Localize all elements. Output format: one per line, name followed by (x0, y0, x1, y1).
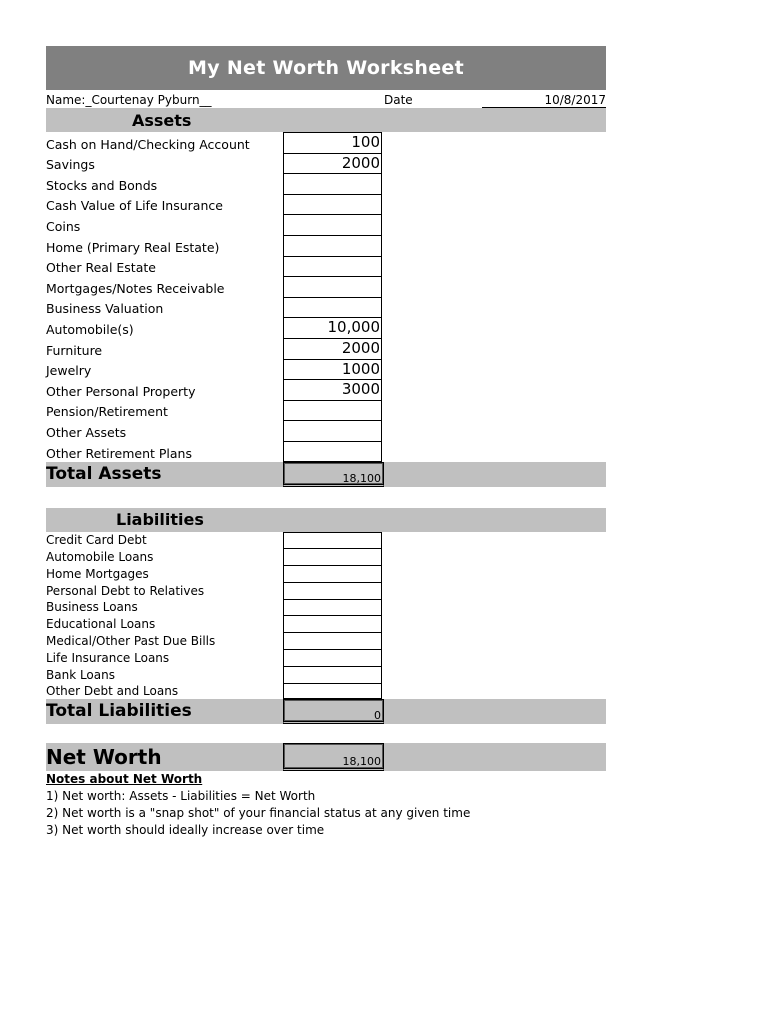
worksheet-title-bar (46, 46, 606, 90)
asset-row (46, 194, 606, 215)
liability-row (46, 599, 606, 616)
asset-label: Coins (46, 218, 81, 234)
asset-rows (46, 132, 606, 462)
liability-row (46, 532, 606, 549)
net-worth-worksheet (46, 46, 606, 839)
name-field[interactable]: Name:_Courtenay Pyburn__ (46, 93, 212, 107)
total-assets-label: Total Assets (46, 463, 162, 484)
asset-row (46, 132, 606, 153)
liability-value-cell[interactable] (283, 565, 382, 582)
asset-row (46, 420, 606, 441)
asset-row (46, 173, 606, 194)
total-liabilities-value: 0 (283, 699, 384, 724)
asset-row (46, 276, 606, 297)
liability-value-cell[interactable] (283, 666, 382, 683)
liability-value-cell[interactable] (283, 615, 382, 632)
asset-label: Cash Value of Life Insurance (46, 198, 223, 214)
liability-label: Automobile Loans (46, 550, 154, 565)
spacer (46, 487, 606, 508)
asset-value-cell[interactable] (283, 214, 382, 235)
assets-heading: Assets (132, 110, 192, 130)
liability-value-cell[interactable] (283, 683, 382, 700)
asset-value-cell[interactable] (283, 400, 382, 421)
asset-value-cell[interactable] (283, 441, 382, 462)
asset-value-cell[interactable]: 3000 (283, 379, 382, 400)
liabilities-heading-bar (46, 508, 606, 532)
asset-value-cell[interactable] (283, 297, 382, 318)
total-liabilities-label: Total Liabilities (46, 701, 192, 722)
asset-label: Mortgages/Notes Receivable (46, 280, 225, 296)
liability-label: Business Loans (46, 600, 138, 615)
assets-heading-bar (46, 108, 606, 132)
worksheet-title: My Net Worth Worksheet (188, 57, 464, 79)
asset-label: Stocks and Bonds (46, 177, 158, 193)
asset-row (46, 214, 606, 235)
liability-row (46, 615, 606, 632)
asset-label: Other Personal Property (46, 383, 196, 399)
liability-row (46, 649, 606, 666)
asset-value-cell[interactable] (283, 420, 382, 441)
total-liabilities-bar (46, 699, 606, 724)
header-info-row (46, 90, 606, 108)
liability-value-cell[interactable] (283, 649, 382, 666)
asset-value-cell[interactable]: 2000 (283, 338, 382, 359)
asset-value-cell[interactable]: 1000 (283, 359, 382, 380)
net-worth-label: Net Worth (46, 745, 162, 770)
asset-label: Furniture (46, 342, 103, 358)
notes-title: Notes about Net Worth (46, 772, 203, 787)
liabilities-heading: Liabilities (116, 510, 204, 529)
asset-row (46, 379, 606, 400)
asset-row (46, 256, 606, 277)
net-worth-value: 18,100 (283, 743, 384, 771)
asset-value-cell[interactable]: 100 (283, 132, 382, 153)
asset-row (46, 338, 606, 359)
liability-value-cell[interactable] (283, 548, 382, 565)
liability-rows (46, 532, 606, 700)
liability-value-cell[interactable] (283, 599, 382, 616)
asset-label: Other Assets (46, 424, 127, 440)
asset-label: Cash on Hand/Checking Account (46, 136, 250, 152)
liability-label: Credit Card Debt (46, 533, 147, 548)
liability-value-cell[interactable] (283, 582, 382, 599)
asset-value-cell[interactable] (283, 235, 382, 256)
liability-row (46, 632, 606, 649)
asset-label: Other Retirement Plans (46, 445, 192, 461)
asset-label: Pension/Retirement (46, 404, 168, 420)
liability-label: Educational Loans (46, 617, 156, 632)
liability-label: Bank Loans (46, 667, 115, 682)
liability-row (46, 548, 606, 565)
asset-row (46, 400, 606, 421)
asset-row (46, 317, 606, 338)
note-line: 1) Net worth: Assets - Liabilities = Net Worth (46, 789, 316, 804)
liability-row (46, 683, 606, 700)
asset-row (46, 441, 606, 462)
notes-section (46, 771, 606, 839)
total-assets-value: 18,100 (283, 462, 384, 487)
note-line: 3) Net worth should ideally increase over time (46, 823, 325, 838)
liability-label: Other Debt and Loans (46, 684, 179, 699)
date-field[interactable]: 10/8/2017 (544, 93, 606, 107)
asset-value-cell[interactable] (283, 173, 382, 194)
note-line: 2) Net worth is a "snap shot" of your financial status at any given time (46, 806, 471, 821)
date-label: Date (384, 93, 413, 107)
asset-row (46, 235, 606, 256)
liability-value-cell[interactable] (283, 532, 382, 549)
liability-row (46, 565, 606, 582)
asset-row (46, 297, 606, 318)
liability-label: Medical/Other Past Due Bills (46, 634, 216, 649)
asset-label: Automobile(s) (46, 321, 134, 337)
asset-value-cell[interactable] (283, 276, 382, 297)
liability-row (46, 582, 606, 599)
date-underline (482, 107, 606, 108)
asset-label: Jewelry (46, 363, 92, 379)
total-assets-bar (46, 462, 606, 487)
net-worth-bar (46, 743, 606, 771)
asset-value-cell[interactable] (283, 194, 382, 215)
asset-label: Home (Primary Real Estate) (46, 239, 220, 255)
asset-label: Savings (46, 157, 95, 173)
liability-row (46, 666, 606, 683)
asset-row (46, 359, 606, 380)
liability-value-cell[interactable] (283, 632, 382, 649)
asset-value-cell[interactable]: 2000 (283, 153, 382, 174)
asset-label: Other Real Estate (46, 260, 156, 276)
asset-value-cell[interactable]: 10,000 (283, 317, 382, 338)
asset-label: Business Valuation (46, 301, 164, 317)
liability-label: Home Mortgages (46, 566, 149, 581)
asset-value-cell[interactable] (283, 256, 382, 277)
liability-label: Personal Debt to Relatives (46, 583, 205, 598)
liability-label: Life Insurance Loans (46, 650, 170, 665)
spacer (46, 724, 606, 743)
asset-row (46, 153, 606, 174)
